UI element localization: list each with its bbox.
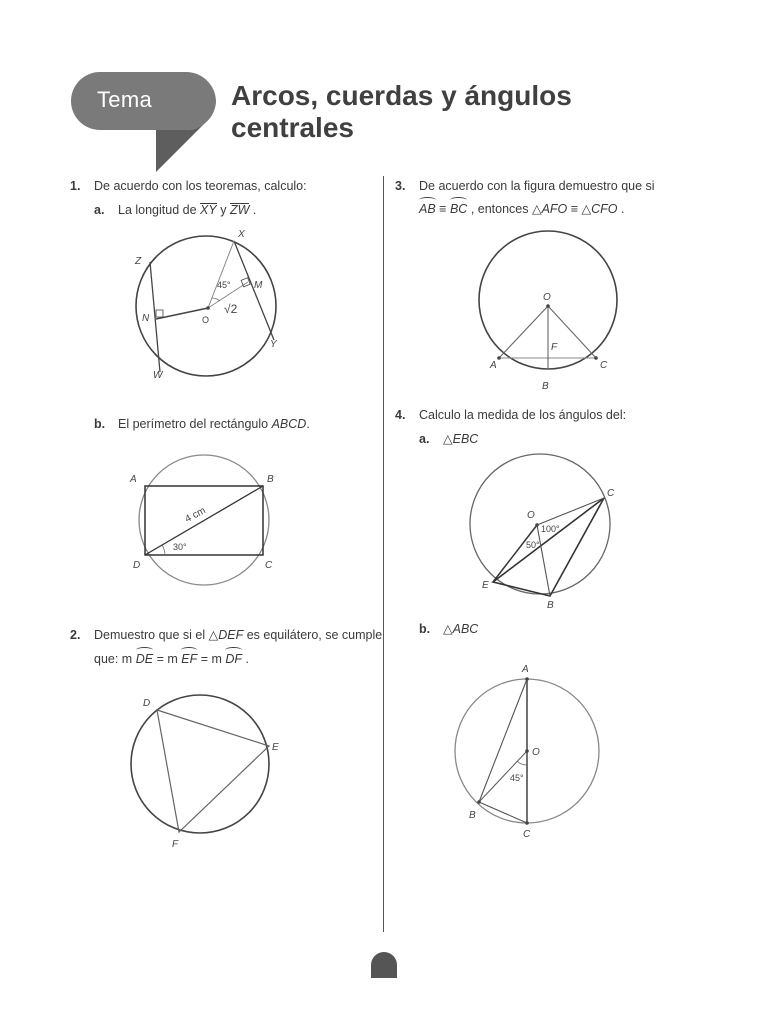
- triangle-afo: AFO: [541, 202, 568, 216]
- question-2-line2: [94, 651, 249, 667]
- label-c: C: [265, 560, 273, 571]
- question-4a: [419, 431, 478, 447]
- conjunction: y: [220, 203, 227, 217]
- label-f: F: [551, 342, 558, 353]
- label-e: E: [482, 580, 489, 591]
- arc-ef: EF: [181, 652, 198, 666]
- item-letter: b.: [94, 417, 106, 431]
- period: .: [306, 417, 310, 431]
- page-title: [231, 80, 572, 144]
- question-number: 2.: [70, 628, 81, 642]
- figure-1a: [120, 222, 300, 387]
- label-b: B: [547, 600, 554, 611]
- segment-xy: XY: [200, 203, 217, 217]
- equals-1: = m: [156, 652, 178, 666]
- period: .: [621, 202, 625, 216]
- triangle-abc: △ABC: [443, 622, 479, 636]
- equals-2: = m: [200, 652, 222, 666]
- text-post: es equilátero, se cumple: [243, 628, 383, 642]
- label-z: Z: [135, 256, 142, 267]
- label-y: Y: [270, 339, 277, 350]
- triangle-cfo: CFO: [591, 202, 618, 216]
- label-b: B: [267, 474, 274, 485]
- segment-zw: ZW: [229, 203, 250, 217]
- title-line-2: centrales: [231, 112, 354, 143]
- question-text: De acuerdo con los teoremas, calculo:: [94, 179, 307, 193]
- label-a: A: [490, 360, 497, 371]
- text-then: , entonces △: [470, 202, 542, 216]
- congruent-sign: ≡: [439, 202, 447, 216]
- label-e: E: [272, 742, 279, 753]
- label-c: C: [607, 488, 615, 499]
- label-d: D: [143, 698, 151, 709]
- question-1: [70, 178, 307, 194]
- angle-100: 100°: [541, 524, 560, 534]
- label-o: O: [543, 292, 551, 303]
- item-letter: a.: [94, 203, 105, 217]
- congruent-sign-2: ≡ △: [567, 202, 592, 216]
- tema-label: Tema: [97, 87, 152, 112]
- title-line-1: Arcos, cuerdas y ángulos: [231, 80, 572, 111]
- question-text: De acuerdo con la figura demuestro que si: [419, 179, 655, 193]
- question-3: [395, 178, 655, 194]
- text-pre: Demuestro que si el △: [94, 628, 219, 642]
- angle-label: 30°: [173, 542, 187, 552]
- label-a: A: [130, 474, 137, 485]
- label-o: O: [532, 747, 540, 758]
- label-m: M: [254, 280, 263, 291]
- page-tab-shape: [371, 952, 397, 978]
- figure-4b: [455, 660, 605, 845]
- label-n: N: [142, 313, 150, 324]
- question-text: Calculo la medida de los ángulos del:: [419, 408, 627, 422]
- root-label: √2: [224, 302, 238, 316]
- question-4b: [419, 621, 478, 637]
- arc-bc: BC: [449, 202, 468, 216]
- label-d: D: [133, 560, 141, 571]
- column-divider: [383, 176, 384, 932]
- question-2: [70, 627, 382, 643]
- label-a: A: [522, 664, 529, 675]
- figure-4a: [465, 450, 625, 615]
- angle-45: 45°: [510, 773, 524, 783]
- triangle-name: DEF: [218, 628, 244, 642]
- label-c: C: [600, 360, 608, 371]
- figure-2: [125, 690, 290, 855]
- question-3-line2: [419, 201, 625, 217]
- item-letter: a.: [419, 432, 430, 446]
- arc-de: DE: [135, 652, 154, 666]
- item-letter: b.: [419, 622, 431, 636]
- figure-1b: [125, 446, 285, 576]
- label-x: X: [238, 229, 245, 240]
- label-f: F: [172, 839, 179, 850]
- question-4: [395, 407, 626, 423]
- text-que: que: m: [94, 652, 133, 666]
- label-c: C: [523, 829, 531, 840]
- triangle-ebc: △EBC: [443, 432, 479, 446]
- period: .: [245, 652, 250, 666]
- question-number: 3.: [395, 179, 406, 193]
- question-1b: [94, 416, 310, 432]
- angle-label: 45°: [217, 280, 231, 290]
- label-w: W: [153, 370, 163, 381]
- question-number: 4.: [395, 408, 406, 422]
- label-o: O: [202, 315, 210, 325]
- arc-df: DF: [225, 652, 243, 666]
- angle-50: 50°: [526, 540, 540, 550]
- label-b: B: [542, 381, 549, 392]
- diagonal-label: 4 cm: [183, 505, 208, 526]
- figure-3: [470, 230, 635, 395]
- label-b: B: [469, 810, 476, 821]
- arc-ab: AB: [419, 202, 436, 216]
- period: .: [252, 203, 257, 217]
- rectangle-name: ABCD: [271, 417, 307, 431]
- item-text: La longitud de: [118, 203, 197, 217]
- label-o: O: [527, 510, 535, 521]
- item-text: El perímetro del rectángulo: [118, 417, 269, 431]
- question-1a: [94, 202, 256, 218]
- question-number: 1.: [70, 179, 81, 193]
